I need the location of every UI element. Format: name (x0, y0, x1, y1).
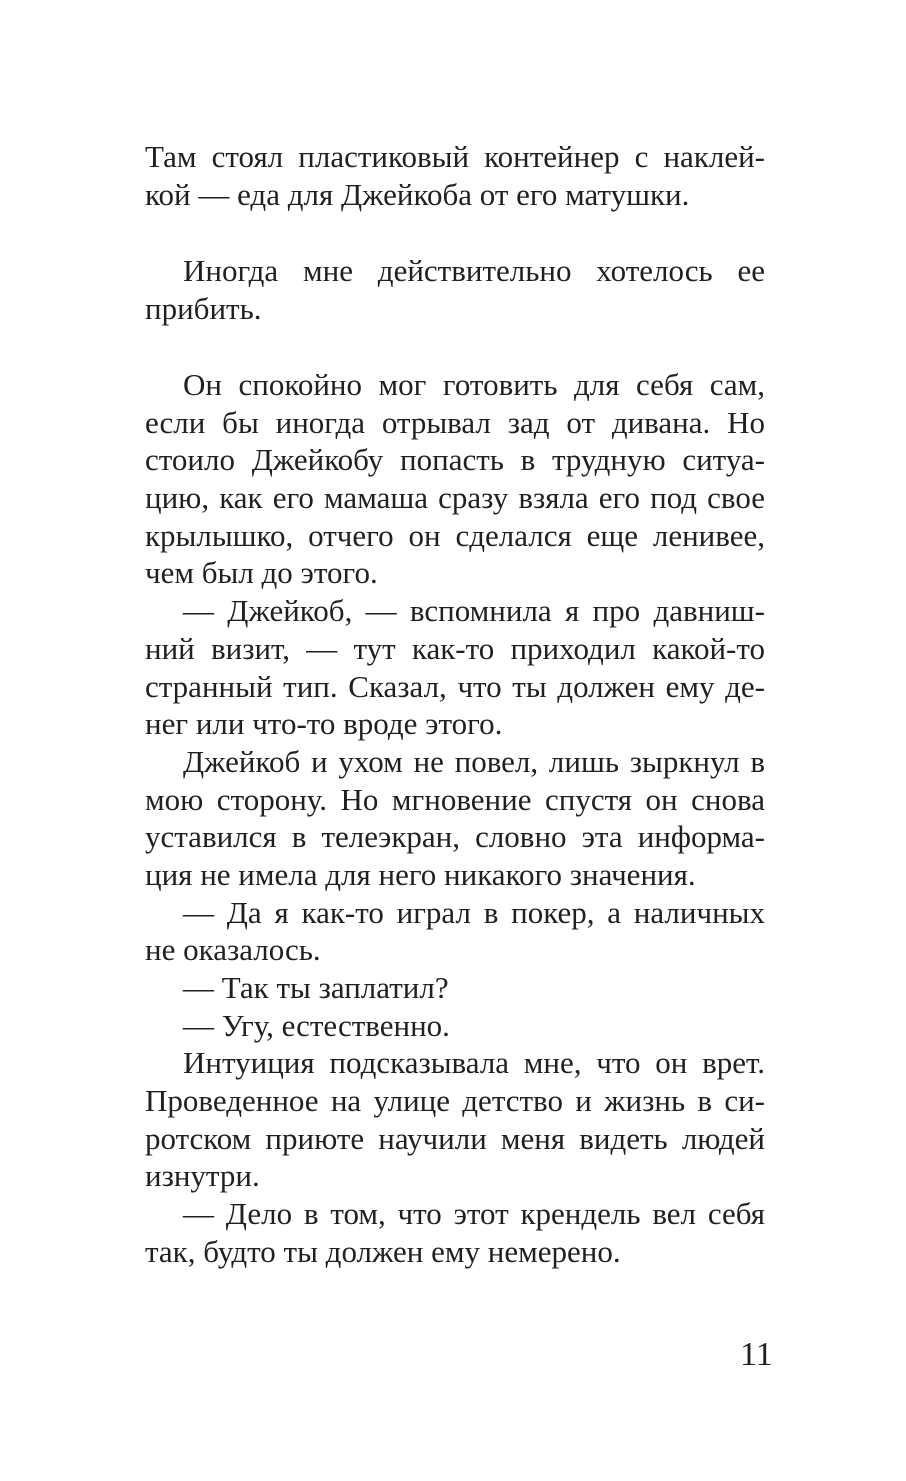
text-line: не оказалось. (145, 932, 321, 968)
text-line: Джейкоб и ухом не повел, лишь зыркнул в (183, 743, 765, 779)
text-line: — Угу, естественно. (183, 1007, 450, 1043)
text-line: ция не имела для него никакого значения. (145, 856, 696, 892)
text-line: цию, как его мамаша сразу взяла его под свое (145, 480, 765, 516)
text-line: Он спокойно мог готовить для себя сам, (183, 367, 765, 402)
text-line: Интуиция подсказывала мне, что он врет. (183, 1045, 765, 1081)
text-line: странный тип. Сказал, что ты должен ему де- (145, 668, 765, 704)
text-line: — Так ты заплатил? (183, 970, 449, 1005)
text-line: нег или что-то вроде этого. (145, 706, 503, 742)
text-line: ротском приюте научили меня видеть людей (145, 1120, 765, 1156)
text-line: Там стоял пластиковый контейнер с наклей- (145, 139, 765, 174)
text-line: изнутри. (145, 1158, 260, 1194)
text-line: — Да я как-то играл в покер, а наличных (183, 894, 765, 930)
text-line: если бы иногда отрывал зад от дивана. Но (145, 404, 765, 440)
main-text-body (145, 366, 765, 1271)
page-number: 11 (740, 1336, 773, 1373)
text-line: стоило Джейкобу попасть в трудную ситуа- (145, 442, 765, 478)
text-line: Проведенное на улице детство и жизнь в си- (145, 1083, 765, 1119)
text-line: — Джейкоб, — вспомнила я про давниш- (183, 593, 765, 629)
text-line: крылышко, отчего он сделался еще ленивее, (145, 517, 765, 553)
text-line: уставился в телеэкран, словно эта информа- (145, 819, 765, 855)
text-line: так, будто ты должен ему немерено. (145, 1233, 621, 1269)
text-line: — Дело в том, что этот крендель вел себя (183, 1196, 765, 1232)
paragraph-container-wish (145, 252, 765, 327)
paragraph-container-food (145, 138, 765, 213)
text-line: кой — еда для Джейкоба от его матушки. (145, 176, 690, 212)
text-line: чем был до этого. (145, 555, 378, 591)
text-line: прибить. (145, 290, 262, 326)
text-line: ний визит, — тут как-то приходил какой-то (145, 630, 765, 666)
text-line: мою сторону. Но мгновение спустя он снова (145, 781, 765, 817)
text-line: Иногда мне действительно хотелось ее (183, 253, 765, 288)
